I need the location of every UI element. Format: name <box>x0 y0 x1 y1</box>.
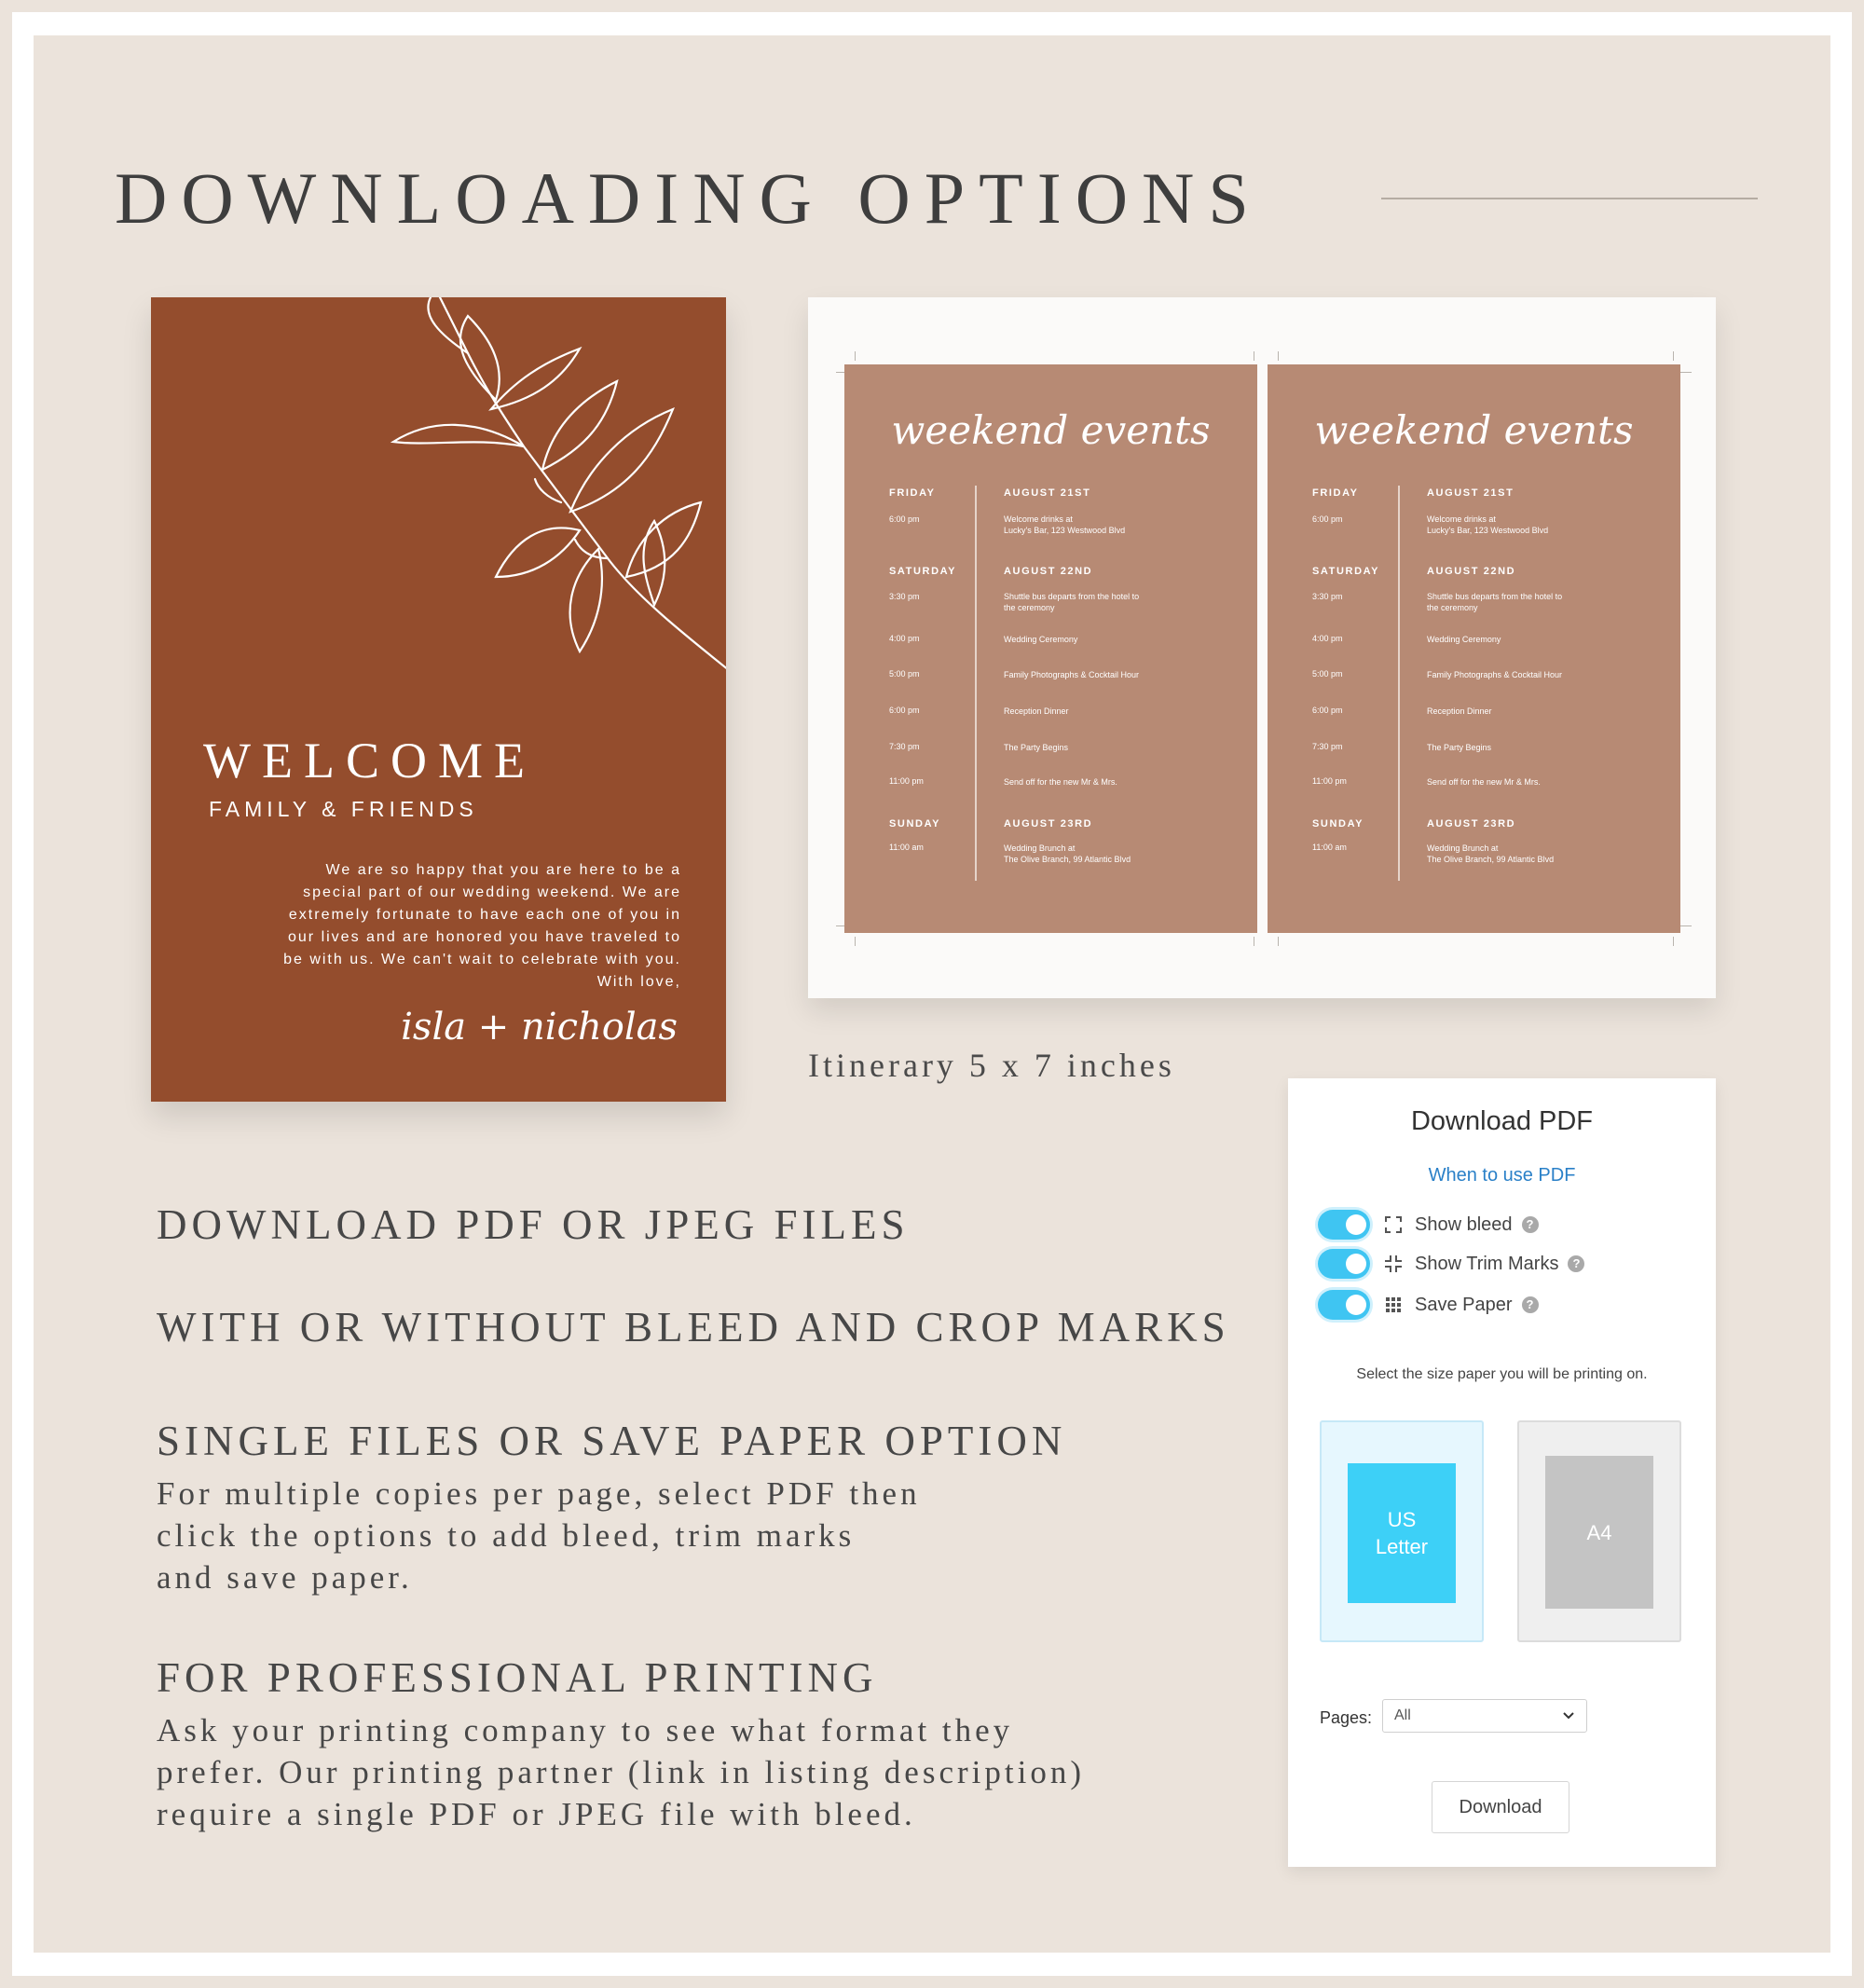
feature-body-line: Ask your printing company to see what format they <box>157 1712 1014 1748</box>
trim-mark <box>1278 937 1279 946</box>
event-time: 4:00 pm <box>1312 634 1343 643</box>
page-title: DOWNLOADING OPTIONS <box>115 158 1263 239</box>
chevron-down-icon <box>1562 1711 1575 1721</box>
itinerary-divider <box>975 486 977 881</box>
option-show-trim-marks <box>1318 1248 1584 1280</box>
event-desc: Send off for the new Mr & Mrs. <box>1427 777 1541 787</box>
trim-mark <box>855 351 856 361</box>
date-label: AUGUST 23RD <box>1427 818 1516 829</box>
itinerary-divider <box>1398 486 1400 881</box>
event-desc: Send off for the new Mr & Mrs. <box>1004 777 1117 787</box>
bleed-icon <box>1383 1214 1404 1235</box>
trim-mark <box>1278 351 1279 361</box>
event-time: 6:00 pm <box>889 706 920 715</box>
event-time: 5:00 pm <box>1312 669 1343 679</box>
welcome-subtitle: FAMILY & FRIENDS <box>209 797 478 821</box>
download-button[interactable]: Download <box>1432 1781 1569 1833</box>
day-label: SUNDAY <box>889 818 941 829</box>
event-desc: The Party Begins <box>1004 743 1069 752</box>
help-icon[interactable]: ? <box>1522 1296 1539 1313</box>
paper-size-note: Select the size paper you will be printing on. <box>1356 1366 1648 1382</box>
event-desc: Welcome drinks at Lucky's Bar, 123 Westwood Blvd <box>1004 514 1126 535</box>
feature-body-line: and save paper. <box>157 1559 413 1596</box>
pages-select[interactable] <box>1382 1699 1587 1733</box>
trim-mark <box>1680 372 1692 373</box>
event-time: 3:30 pm <box>889 592 920 601</box>
day-label: SATURDAY <box>889 566 957 577</box>
day-label: SUNDAY <box>1312 818 1364 829</box>
option-label: Show Trim Marks <box>1415 1253 1559 1274</box>
paper-option-us-letter[interactable] <box>1320 1420 1484 1642</box>
save-paper-toggle[interactable] <box>1318 1290 1370 1320</box>
itinerary-card <box>844 364 1257 933</box>
feature-title-formats: DOWNLOAD PDF OR JPEG FILES <box>157 1201 910 1248</box>
event-desc: Family Photographs & Cocktail Hour <box>1427 670 1563 679</box>
welcome-message-line: special part of our wedding weekend. We are <box>303 884 681 900</box>
feature-body-line: require a single PDF or JPEG file with bleed. <box>157 1796 916 1832</box>
event-desc: Wedding Ceremony <box>1004 635 1078 644</box>
day-label: SATURDAY <box>1312 566 1380 577</box>
date-label: AUGUST 23RD <box>1004 818 1093 829</box>
pages-label: Pages: <box>1320 1708 1373 1727</box>
event-desc: Reception Dinner <box>1004 706 1069 716</box>
event-desc: Reception Dinner <box>1427 706 1492 716</box>
event-time: 4:00 pm <box>889 634 920 643</box>
event-time: 6:00 pm <box>889 514 920 524</box>
event-desc: Shuttle bus departs from the hotel to the ceremony <box>1004 592 1140 612</box>
welcome-message <box>243 859 681 994</box>
feature-body-line: click the options to add bleed, trim marks <box>157 1517 856 1554</box>
feature-body-save-paper <box>157 1473 921 1598</box>
event-desc: Welcome drinks at Lucky's Bar, 123 Westwood Blvd <box>1427 514 1549 535</box>
download-pdf-panel <box>1288 1078 1716 1867</box>
welcome-signature: isla + nicholas <box>401 1006 678 1049</box>
event-desc: Wedding Brunch at The Olive Branch, 99 Atlantic Blvd <box>1427 843 1555 864</box>
paper-preview: A4 <box>1545 1456 1653 1609</box>
trim-mark <box>1680 925 1692 926</box>
paper-preview: US Letter <box>1348 1463 1456 1603</box>
welcome-message-line: our lives and are honored you have traveled to <box>288 929 681 945</box>
event-time: 11:00 am <box>889 843 924 852</box>
itinerary-caption: Itinerary 5 x 7 inches <box>808 1047 1175 1084</box>
welcome-message-line: With love, <box>596 974 681 990</box>
trim-mark <box>1673 937 1674 946</box>
event-time: 7:30 pm <box>889 742 920 751</box>
feature-body-line: For multiple copies per page, select PDF then <box>157 1475 921 1512</box>
pages-select-value: All <box>1394 1707 1411 1723</box>
event-time: 7:30 pm <box>1312 742 1343 751</box>
title-rule <box>1381 198 1758 199</box>
feature-title-professional: FOR PROFESSIONAL PRINTING <box>157 1654 878 1701</box>
event-time: 3:30 pm <box>1312 592 1343 601</box>
welcome-title: WELCOME <box>203 733 536 788</box>
itinerary-print-preview <box>808 297 1716 998</box>
welcome-message-line: be with us. We can't wait to celebrate with you. <box>283 952 681 967</box>
show-bleed-toggle[interactable] <box>1318 1210 1370 1240</box>
welcome-sign-preview <box>151 297 726 1102</box>
feature-body-line: prefer. Our printing partner (link in listing description) <box>157 1754 1085 1790</box>
trim-mark <box>1673 351 1674 361</box>
event-time: 6:00 pm <box>1312 706 1343 715</box>
feature-body-professional <box>157 1709 1085 1835</box>
date-label: AUGUST 22ND <box>1427 566 1516 577</box>
help-icon[interactable]: ? <box>1522 1216 1539 1233</box>
trim-marks-icon <box>1383 1254 1404 1274</box>
welcome-message-line: We are so happy that you are here to be a <box>325 862 681 878</box>
feature-title-bleed: WITH OR WITHOUT BLEED AND CROP MARKS <box>157 1304 1230 1350</box>
event-desc: Wedding Ceremony <box>1427 635 1501 644</box>
paper-option-a4[interactable] <box>1517 1420 1681 1642</box>
day-label: FRIDAY <box>1312 487 1359 499</box>
date-label: AUGUST 21ST <box>1427 487 1514 499</box>
botanical-branch-illustration <box>328 297 726 707</box>
event-time: 11:00 am <box>1312 843 1347 852</box>
itinerary-title: weekend events <box>1314 407 1634 453</box>
date-label: AUGUST 21ST <box>1004 487 1091 499</box>
help-icon[interactable]: ? <box>1568 1255 1584 1272</box>
event-desc: The Party Begins <box>1427 743 1492 752</box>
event-desc: Family Photographs & Cocktail Hour <box>1004 670 1140 679</box>
feature-title-save-paper: SINGLE FILES OR SAVE PAPER OPTION <box>157 1418 1067 1464</box>
itinerary-card <box>1268 364 1680 933</box>
itinerary-title: weekend events <box>891 407 1211 453</box>
grid-icon <box>1383 1295 1404 1315</box>
event-time: 11:00 pm <box>1312 776 1347 786</box>
option-show-bleed <box>1318 1209 1539 1241</box>
event-desc: Shuttle bus departs from the hotel to the ceremony <box>1427 592 1563 612</box>
option-label: Save Paper <box>1415 1294 1513 1315</box>
panel-title: Download PDF <box>1410 1106 1594 1136</box>
trim-mark <box>855 937 856 946</box>
welcome-message-line: extremely fortunate to have each one of you in <box>288 907 681 923</box>
event-time: 11:00 pm <box>889 776 924 786</box>
event-time: 5:00 pm <box>889 669 920 679</box>
event-desc: Wedding Brunch at The Olive Branch, 99 Atlantic Blvd <box>1004 843 1131 864</box>
option-save-paper <box>1318 1289 1539 1321</box>
event-time: 6:00 pm <box>1312 514 1343 524</box>
date-label: AUGUST 22ND <box>1004 566 1093 577</box>
when-to-use-pdf-link[interactable]: When to use PDF <box>1428 1165 1576 1186</box>
option-label: Show bleed <box>1415 1213 1513 1235</box>
show-trim-marks-toggle[interactable] <box>1318 1249 1370 1279</box>
day-label: FRIDAY <box>889 487 936 499</box>
